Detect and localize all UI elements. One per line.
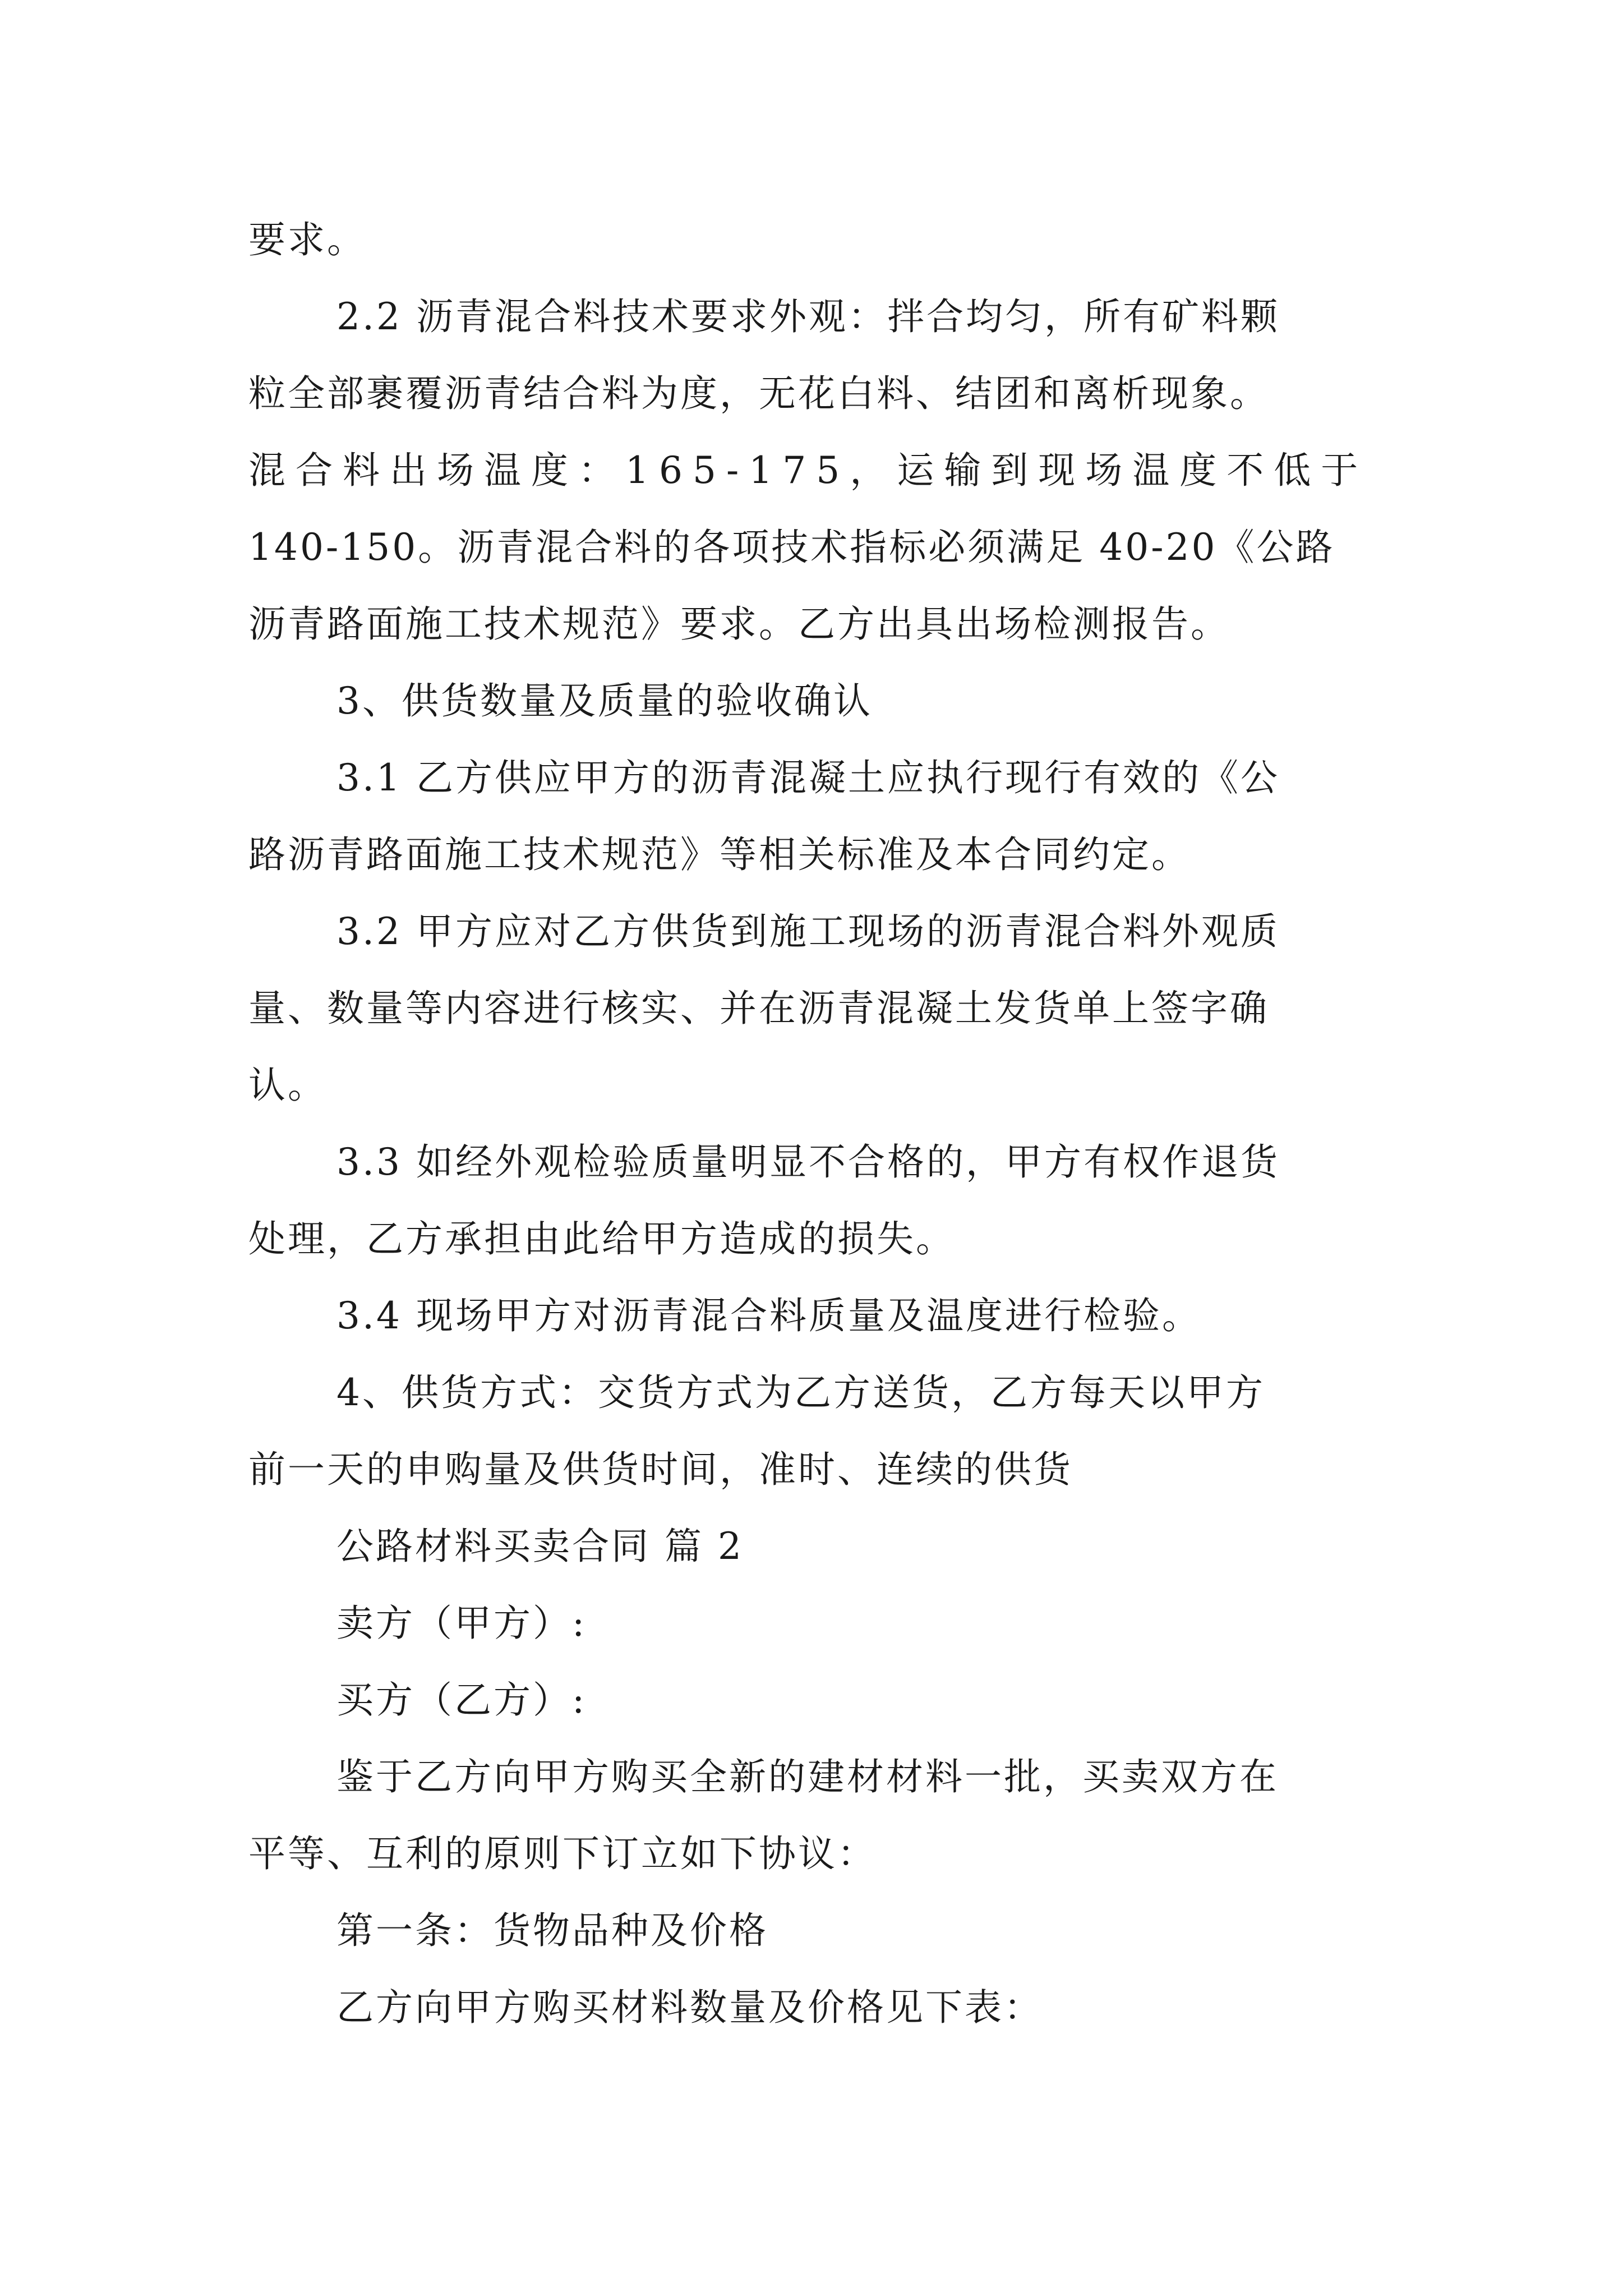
- article-heading: 第一条：货物品种及价格: [336, 1909, 768, 1952]
- text-line: 3.4 现场甲方对沥青混合料质量及温度进行检验。: [336, 1294, 1201, 1337]
- text-line: 处理，乙方承担由此给甲方造成的损失。: [248, 1217, 955, 1260]
- text-line: 要求。: [248, 218, 366, 261]
- text-line: 混合料出场温度：165-175，运输到现场温度不低于: [248, 449, 1368, 492]
- contract-title: 公路材料买卖合同 篇 2: [336, 1525, 744, 1568]
- text-line: 量、数量等内容进行核实、并在沥青混凝土发货单上签字确: [248, 987, 1269, 1030]
- text-line: 2.2 沥青混合料技术要求外观：拌合均匀，所有矿料颗: [336, 295, 1280, 338]
- seller-field: 卖方（甲方）:: [336, 1602, 587, 1645]
- text-line: 鉴于乙方向甲方购买全新的建材材料一批，买卖双方在: [336, 1755, 1279, 1798]
- text-line: 140-150。沥青混合料的各项技术指标必须满足 40-20《公路: [248, 526, 1335, 569]
- text-line: 粒全部裹覆沥青结合料为度，无花白料、结团和离析现象。: [248, 372, 1269, 415]
- text-line: 平等、互利的原则下订立如下协议：: [248, 1832, 877, 1875]
- text-line: 认。: [248, 1064, 327, 1107]
- buyer-field: 买方（乙方）:: [336, 1678, 587, 1722]
- text-line: 乙方向甲方购买材料数量及价格见下表：: [336, 1986, 1043, 2029]
- text-line: 前一天的申购量及供货时间，准时、连续的供货: [248, 1448, 1073, 1491]
- text-line: 3.1 乙方供应甲方的沥青混凝土应执行现行有效的《公: [336, 756, 1280, 799]
- text-line: 路沥青路面施工技术规范》等相关标准及本合同约定。: [248, 833, 1191, 876]
- section-heading: 3、供货数量及质量的验收确认: [336, 679, 873, 723]
- text-line: 沥青路面施工技术规范》要求。乙方出具出场检测报告。: [248, 602, 1230, 646]
- text-line: 3.3 如经外观检验质量明显不合格的，甲方有权作退货: [336, 1140, 1280, 1184]
- text-line: 3.2 甲方应对乙方供货到施工现场的沥青混合料外观质: [336, 910, 1280, 953]
- section-heading: 4、供货方式：交货方式为乙方送货，乙方每天以甲方: [336, 1371, 1265, 1414]
